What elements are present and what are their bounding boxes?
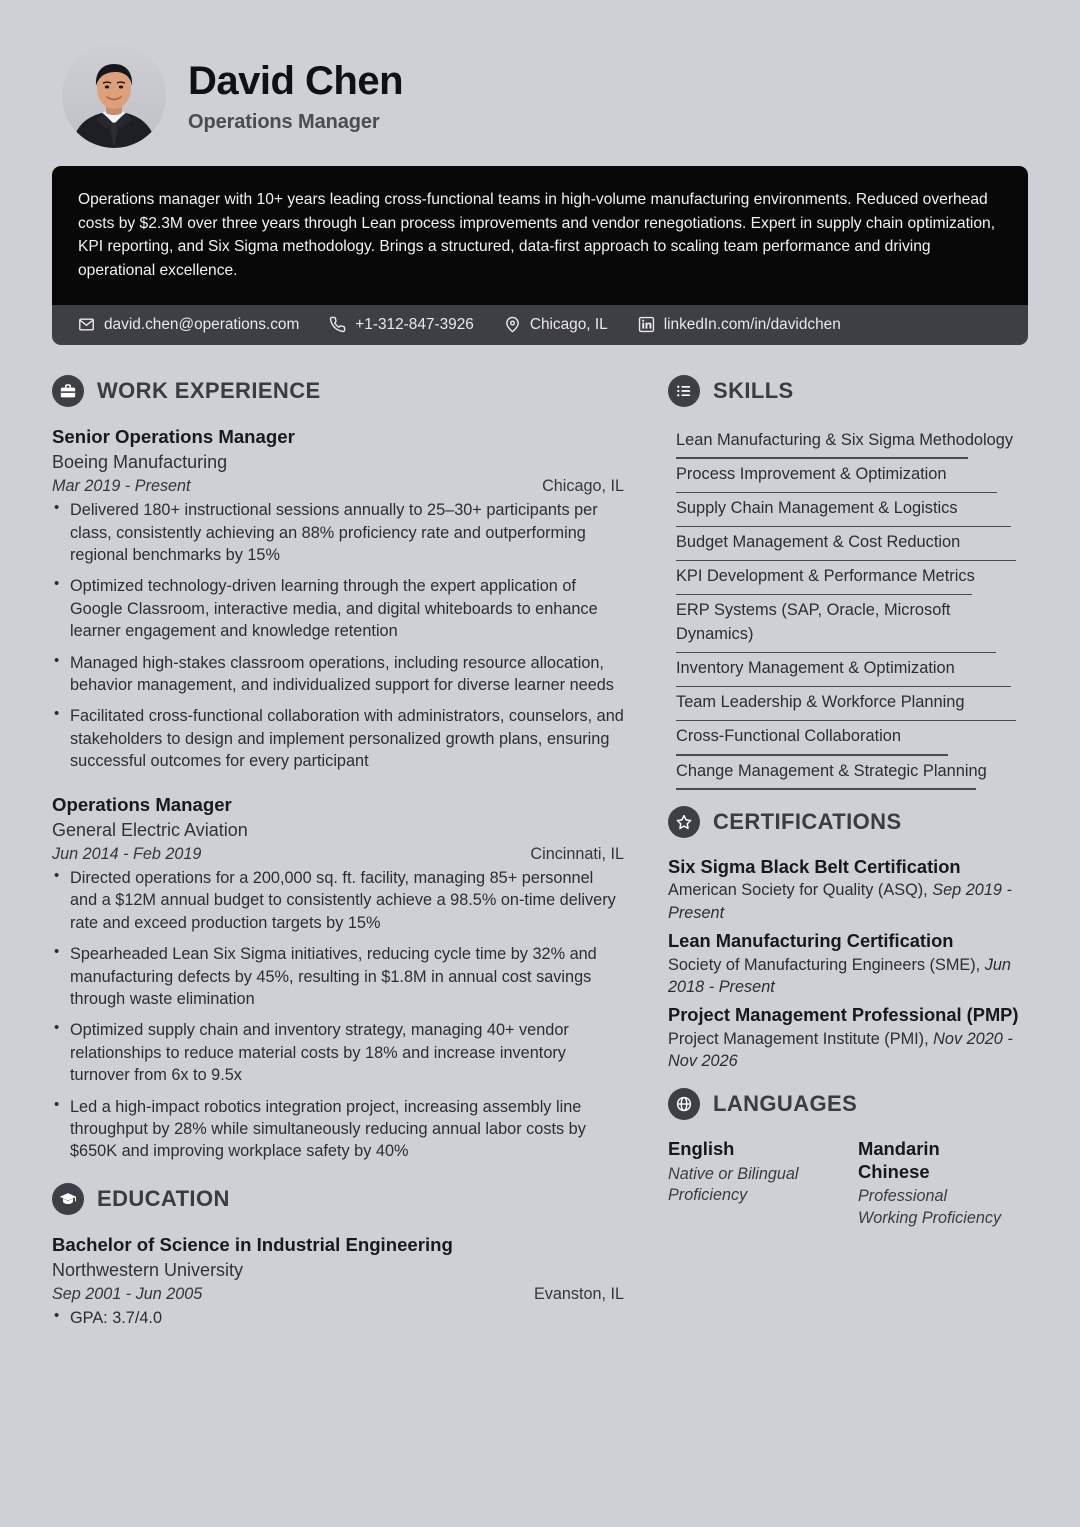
- experience-entry: [52, 793, 624, 1163]
- contact-location[interactable]: [504, 316, 608, 334]
- section-title-certifications: CERTIFICATIONS: [713, 808, 902, 834]
- envelope-icon: [78, 316, 95, 333]
- certification-detail: [668, 879, 1024, 923]
- language-name: English: [668, 1138, 735, 1160]
- certification-name: Lean Manufacturing Certification: [668, 929, 954, 951]
- skill-item: Inventory Management & Optimization: [676, 659, 955, 678]
- skill-item: Lean Manufacturing & Six Sigma Methodology: [676, 430, 1014, 449]
- bullet-item: • Directed operations for a 200,000 sq. ft. facility, managing 85+ personnel and a $12M annual budget to consistently achieve a 98.5% on-time delivery rate and exceed production targets by 15%: [52, 867, 624, 934]
- experience-dates: Mar 2019 - Present: [52, 477, 191, 496]
- section-title-education: EDUCATION: [97, 1185, 230, 1211]
- bullet-item: • Delivered 180+ instructional sessions annually to 25–30+ participants per class, consistently achieving an 88% proficiency rate and outperforming regional benchmarks by 15%: [52, 499, 624, 566]
- skill-item: Cross-Functional Collaboration: [676, 727, 902, 746]
- certification-detail: [668, 954, 1024, 998]
- section-header-languages: [668, 1088, 1024, 1120]
- section-title-languages: LANGUAGES: [713, 1091, 858, 1117]
- phone-icon: [329, 316, 346, 333]
- contact-phone-text: +1-312-847-3926: [355, 315, 474, 333]
- map-pin-icon: [504, 316, 521, 333]
- job-role-subtitle: Operations Manager: [188, 110, 380, 133]
- globe-icon: [668, 1088, 700, 1120]
- section-header-education: [52, 1183, 624, 1215]
- graduation-cap-icon: [52, 1183, 84, 1215]
- education-dates: Sep 2001 - Jun 2005: [52, 1285, 203, 1304]
- bullet-item: • GPA: 3.7/4.0: [52, 1307, 624, 1329]
- education-meta: [52, 1285, 624, 1304]
- bullet-item: • Facilitated cross-functional collaboration with administrators, counselors, and stakeholders to design and implement personalized growth plans, ensuring successful outcomes for every participant: [52, 705, 624, 772]
- experience-entry: [52, 425, 624, 773]
- certification-date: Jun 2018 - Present: [668, 955, 1011, 996]
- right-column: [668, 369, 1024, 1336]
- certification-entry: [668, 856, 1024, 924]
- language-entry: [668, 1138, 820, 1207]
- briefcase-icon: [52, 375, 84, 407]
- contact-linkedin[interactable]: [638, 316, 841, 334]
- experience-bullets: [52, 867, 624, 1163]
- education-entry: [52, 1233, 624, 1330]
- section-header-certifications: [668, 806, 1024, 838]
- resume-header: [52, 40, 1028, 166]
- contact-phone[interactable]: [329, 316, 474, 334]
- page-title: David Chen: [188, 58, 404, 103]
- skill-item: KPI Development & Performance Metrics: [676, 567, 975, 586]
- list-icon: [668, 375, 700, 407]
- professional-summary: Operations manager with 10+ years leading cross-functional teams in high-volume manufacturing environments. Reduced overhead costs by $2.3M over three years through Lean process improvements and vendor renegotiations. Expert in supply chain optimization, KPI reporting, and Six Sigma methodology. Brings a structured, data-first approach to scaling team performance and driving operational excellence.: [52, 166, 1028, 305]
- language-entry: [858, 1138, 1010, 1229]
- experience-location: Chicago, IL: [542, 477, 624, 496]
- experience-meta: [52, 845, 624, 864]
- linkedin-icon: [638, 316, 655, 333]
- certification-name: Project Management Professional (PMP): [668, 1003, 1019, 1025]
- language-proficiency: Professional Working Proficiency: [858, 1187, 1002, 1227]
- skill-item: Budget Management & Cost Reduction: [676, 533, 961, 552]
- skill-item: Change Management & Strategic Planning: [676, 761, 987, 780]
- certification-issuer: American Society for Quality (ASQ),: [668, 881, 928, 900]
- certification-date: Nov 2020 - Nov 2026: [668, 1029, 1013, 1070]
- certification-issuer: Project Management Institute (PMI),: [668, 1029, 929, 1048]
- skill-item: Team Leadership & Workforce Planning: [676, 693, 965, 712]
- bullet-item: • Led a high-impact robotics integration project, increasing assembly line throughput by 28% while simultaneously reducing annual labor costs by $650K and improving workplace safety by 40%: [52, 1096, 624, 1163]
- skill-item: Process Improvement & Optimization: [676, 464, 947, 483]
- certification-entry: [668, 1004, 1024, 1072]
- certification-detail: [668, 1028, 1024, 1072]
- contact-bar: [52, 305, 1028, 345]
- skill-divider: [676, 788, 976, 790]
- experience-bullets: [52, 499, 624, 772]
- education-bullets: [52, 1307, 624, 1329]
- star-icon: [668, 806, 700, 838]
- experience-job-title: Operations Manager: [52, 793, 232, 815]
- left-column: [52, 369, 624, 1336]
- section-title-skills: SKILLS: [713, 377, 794, 403]
- certification-issuer: Society of Manufacturing Engineers (SME),: [668, 955, 981, 974]
- language-proficiency: Native or Bilingual Proficiency: [668, 1164, 799, 1205]
- contact-email-text: david.chen@operations.com: [104, 315, 300, 333]
- languages-grid: [668, 1138, 1024, 1229]
- bullet-item: • Optimized supply chain and inventory strategy, managing 40+ vendor relationships to reduce material costs by 18% and increase inventory turnover from 6x to 9.5x: [52, 1019, 624, 1086]
- experience-company: General Electric Aviation: [52, 819, 248, 840]
- section-header-work-experience: [52, 375, 624, 407]
- experience-job-title: Senior Operations Manager: [52, 425, 295, 447]
- avatar-photo-icon: [62, 44, 166, 148]
- certification-entry: [668, 930, 1024, 998]
- bullet-item: • Spearheaded Lean Six Sigma initiatives, reducing cycle time by 32% and manufacturing defects by 45%, resulting in $1.8M in annual cost savings through waste elimination: [52, 943, 624, 1010]
- experience-company: Boeing Manufacturing: [52, 451, 228, 472]
- contact-location-text: Chicago, IL: [529, 315, 608, 333]
- education-school: Northwestern University: [52, 1259, 244, 1280]
- contact-linkedin-text: linkedIn.com/in/davidchen: [663, 315, 841, 333]
- contact-email[interactable]: [78, 316, 299, 334]
- section-header-skills: [668, 375, 1024, 407]
- skill-item: Supply Chain Management & Logistics: [676, 499, 958, 517]
- skill-item: ERP Systems (SAP, Oracle, Microsoft Dynamics): [676, 601, 951, 643]
- language-name: Mandarin Chinese: [858, 1138, 940, 1182]
- identity-block: [188, 59, 403, 134]
- bullet-item: • Optimized technology-driven learning through the expert application of Google Classroom, interactive media, and digital whiteboards to enhance learner engagement and knowledge retention: [52, 575, 624, 642]
- avatar: [62, 44, 166, 148]
- certification-name: Six Sigma Black Belt Certification: [668, 855, 961, 877]
- bullet-item: • Managed high-stakes classroom operations, including resource allocation, behavior management, and individualized support for diverse learner needs: [52, 652, 624, 697]
- resume-columns: [52, 369, 1028, 1336]
- education-location: Evanston, IL: [534, 1285, 624, 1304]
- certification-date: Sep 2019 - Present: [668, 881, 1012, 922]
- skills-list: [668, 425, 1024, 790]
- summary-card: [52, 166, 1028, 345]
- experience-location: Cincinnati, IL: [530, 844, 624, 863]
- experience-meta: [52, 477, 624, 496]
- section-title-work-experience: WORK EXPERIENCE: [97, 377, 321, 403]
- experience-dates: Jun 2014 - Feb 2019: [52, 844, 202, 863]
- education-degree: Bachelor of Science in Industrial Engineering: [52, 1233, 453, 1255]
